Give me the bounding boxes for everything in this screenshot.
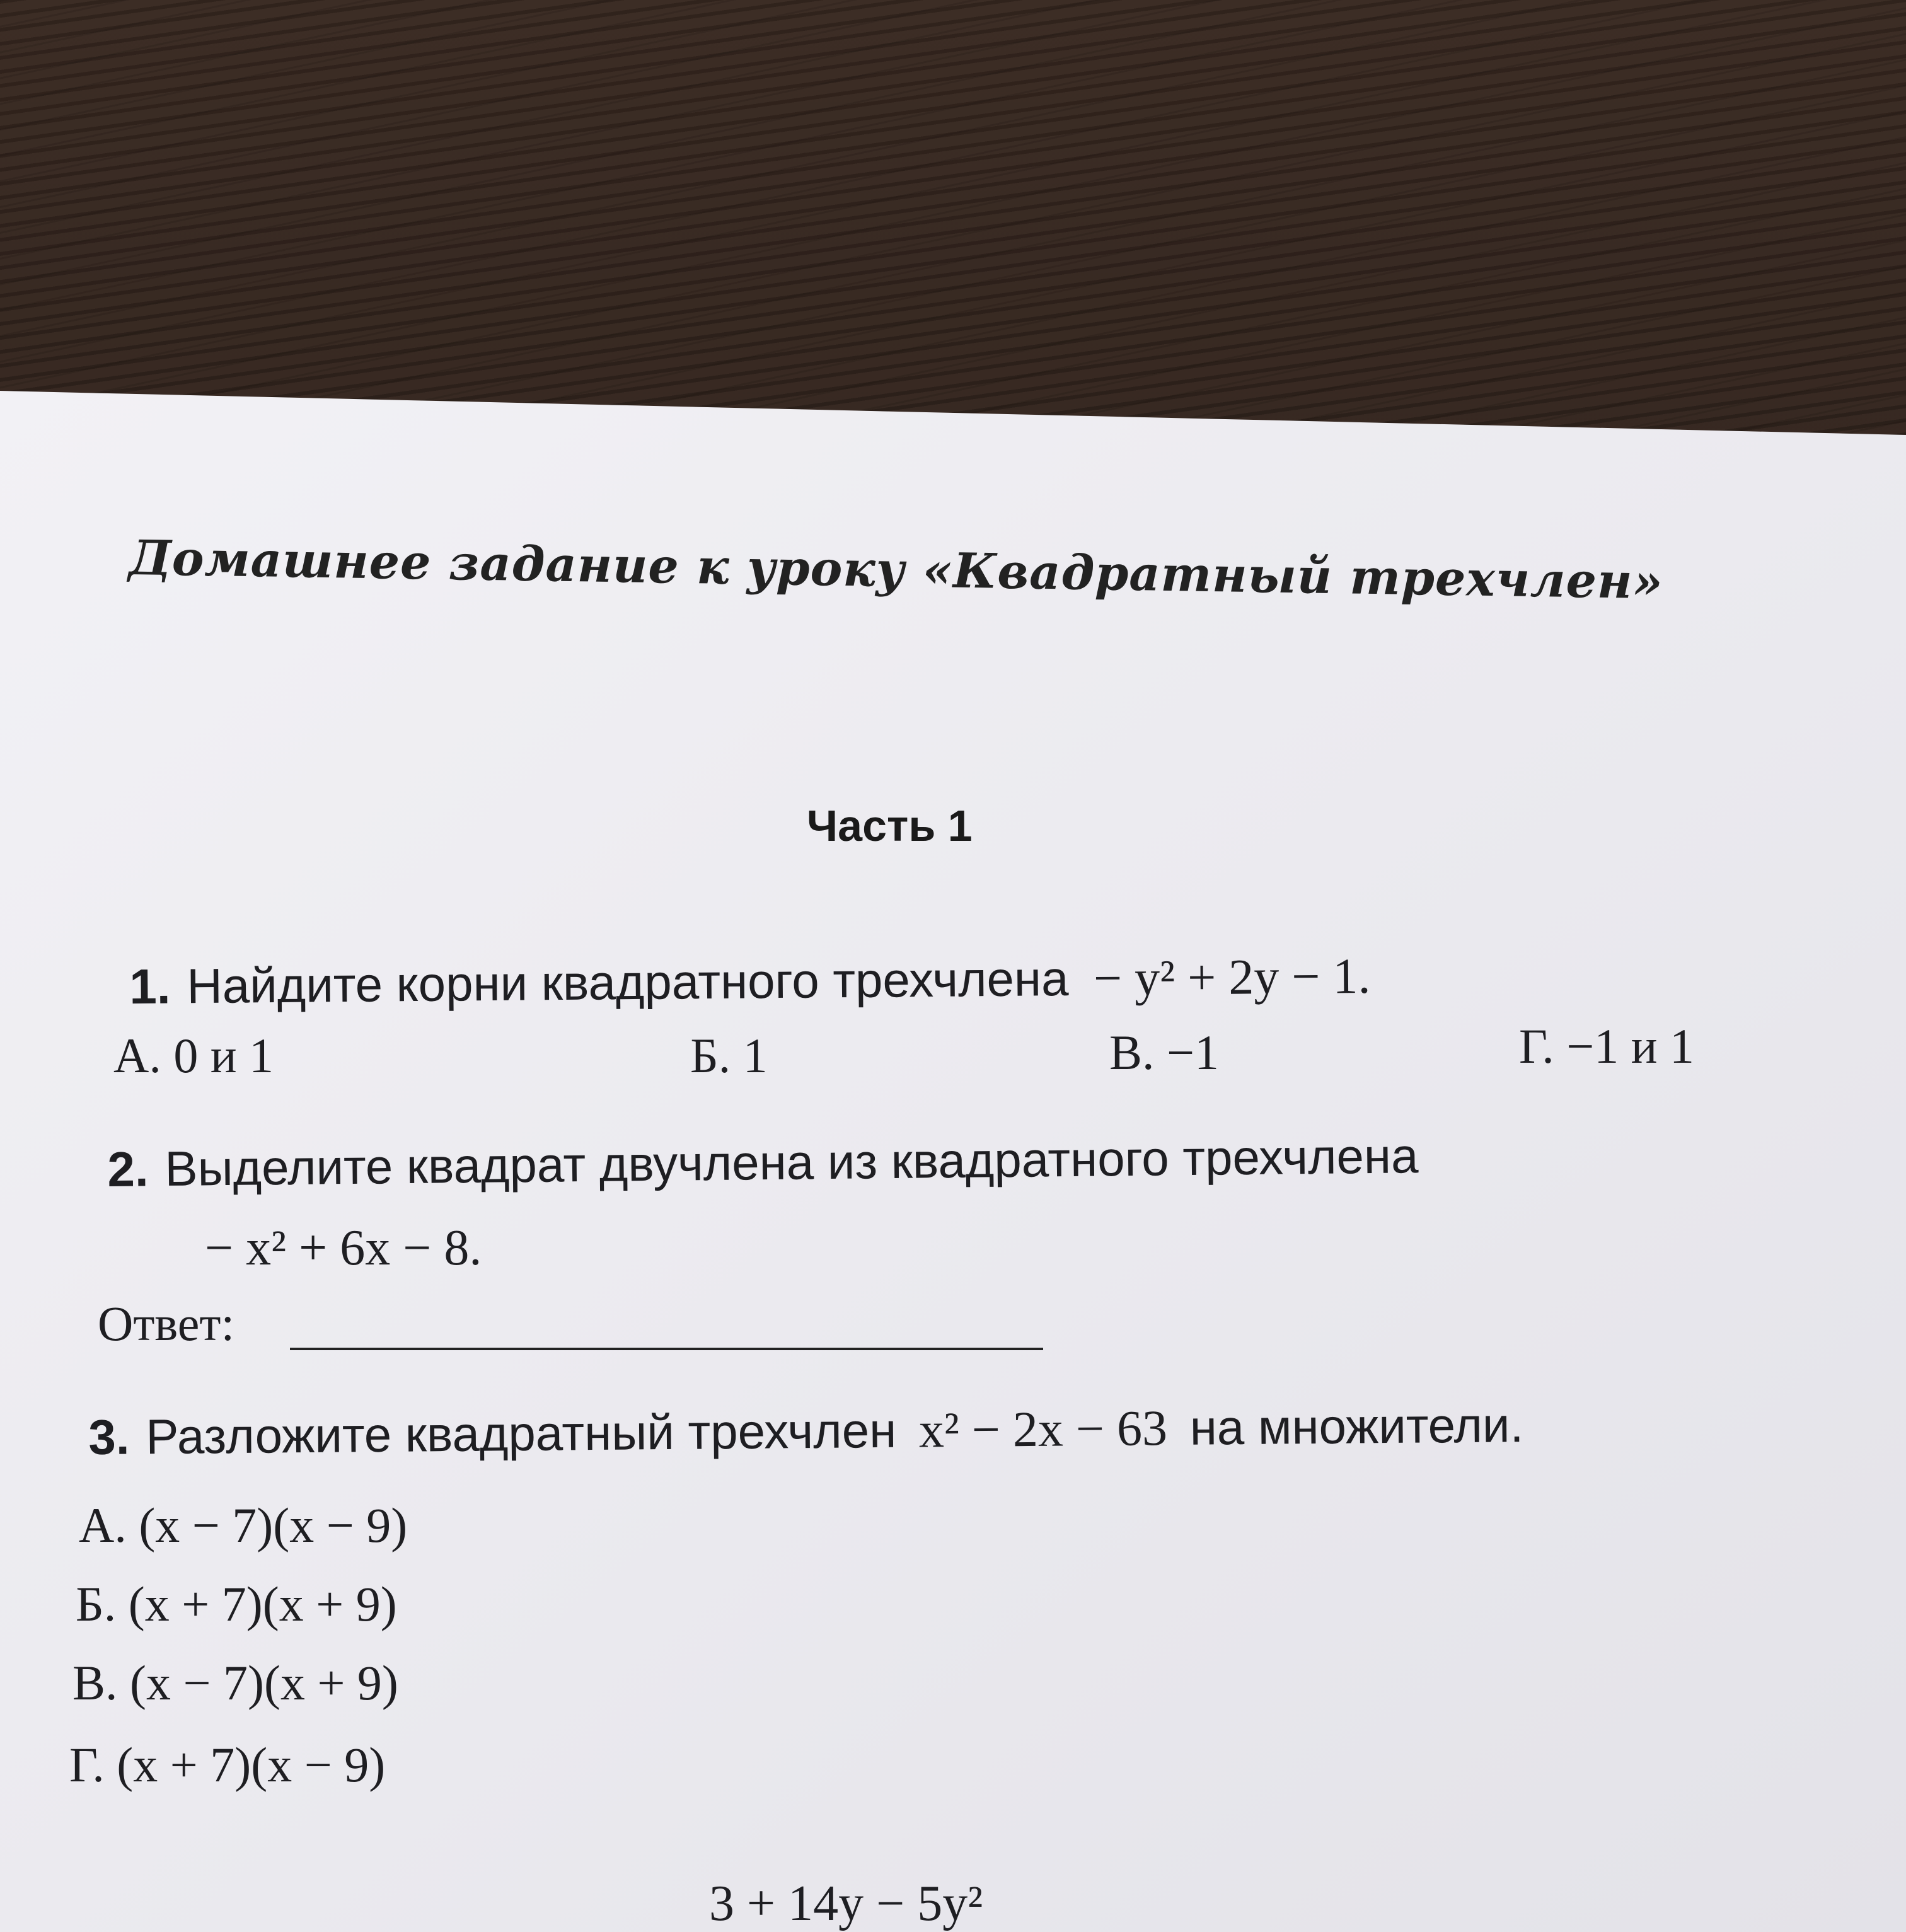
partial-formula-line: 3 + 14y − 5y² xyxy=(709,1876,983,1931)
part-heading: Часть 1 xyxy=(807,801,973,850)
worksheet-title: Домашнее задание к уроку «Квадратный трехчлен» xyxy=(128,529,1664,610)
question-2-formula: − x² + 6x − 8. xyxy=(205,1220,482,1276)
q1-option-c: В. −1 xyxy=(1109,1025,1220,1080)
question-1 xyxy=(129,947,1371,1016)
q1-option-d: Г. −1 и 1 xyxy=(1519,1019,1695,1073)
answer-label: Ответ: xyxy=(98,1296,235,1351)
q3-option-b: Б. (x + 7)(x + 9) xyxy=(76,1576,397,1631)
question-number: 3. xyxy=(88,1409,130,1465)
question-text: Разложите квадратный трехчлен xyxy=(146,1402,897,1465)
question-text-after: на множители. xyxy=(1189,1397,1524,1455)
question-text: Выделите квадрат двучлена из квадратного трехчлена xyxy=(165,1128,1419,1197)
q3-option-a: А. (x − 7)(x − 9) xyxy=(79,1498,408,1553)
q1-option-b: Б. 1 xyxy=(690,1028,768,1083)
question-text: Найдите корни квадратного трехчлена xyxy=(187,950,1069,1014)
question-formula: − y² + 2y − 1. xyxy=(1093,948,1371,1007)
question-number: 1. xyxy=(129,958,171,1014)
answer-blank-line xyxy=(290,1348,1043,1350)
q3-option-c: В. (x − 7)(x + 9) xyxy=(72,1655,398,1710)
question-number: 2. xyxy=(107,1141,149,1197)
q1-option-a: А. 0 и 1 xyxy=(113,1028,274,1083)
q3-option-d: Г. (x + 7)(x − 9) xyxy=(69,1737,386,1792)
question-formula: x² − 2x − 63 xyxy=(918,1401,1168,1459)
